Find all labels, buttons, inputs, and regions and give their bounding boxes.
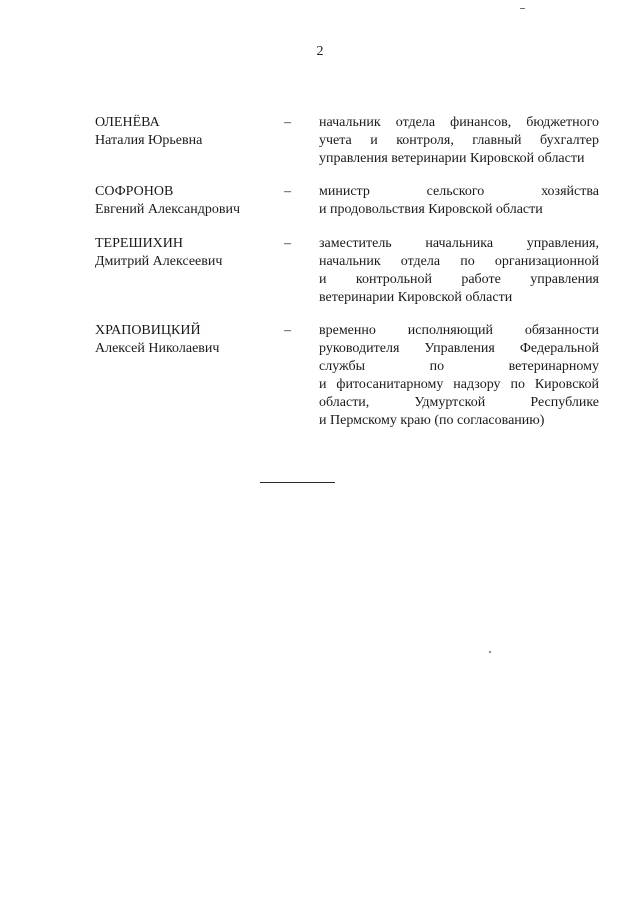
- role-line: заместитель начальника управления,: [319, 236, 599, 251]
- role-line: службы по ветеринарному: [319, 359, 599, 374]
- member-given-names: Наталия Юрьевна: [95, 133, 203, 148]
- member-surname: ХРАПОВИЦКИЙ: [95, 323, 201, 338]
- role-line: учета и контроля, главный бухгалтер: [319, 133, 599, 148]
- member-name: [95, 183, 280, 219]
- member-given-names: Дмитрий Алексеевич: [95, 254, 223, 269]
- separator-dash: –: [284, 184, 291, 199]
- separator-dash: –: [284, 236, 291, 251]
- member-role: [319, 235, 599, 307]
- member-surname: ОЛЕНЁВА: [95, 115, 160, 130]
- role-line: начальник отдела по организационной: [319, 254, 599, 269]
- member-role: [319, 114, 599, 168]
- separator-dash: –: [284, 115, 291, 130]
- member-surname: ТЕРЕШИХИН: [95, 236, 184, 251]
- role-line: ветеринарии Кировской области: [319, 290, 513, 305]
- member-given-names: Евгений Александрович: [95, 202, 241, 217]
- role-line: начальник отдела финансов, бюджетного: [319, 115, 599, 130]
- role-line: и Пермскому краю (по согласованию): [319, 413, 545, 428]
- scan-speck: [520, 8, 525, 9]
- role-line: руководителя Управления Федеральной: [319, 341, 599, 356]
- scan-speck: [489, 651, 491, 653]
- member-name: [95, 235, 280, 271]
- role-line: и продовольствия Кировской области: [319, 202, 543, 217]
- role-line: области, Удмуртской Республике: [319, 395, 599, 410]
- role-line: управления ветеринарии Кировской области: [319, 151, 585, 166]
- member-role: [319, 322, 599, 430]
- member-surname: СОФРОНОВ: [95, 184, 174, 199]
- member-given-names: Алексей Николаевич: [95, 341, 220, 356]
- end-of-list-rule: [260, 482, 335, 483]
- separator-dash: –: [284, 323, 291, 338]
- member-role: [319, 183, 599, 219]
- role-line: и контрольной работе управления: [319, 272, 599, 287]
- member-name: [95, 114, 280, 150]
- role-line: министр сельского хозяйства: [319, 184, 599, 199]
- role-line: и фитосанитарному надзору по Кировской: [319, 377, 599, 392]
- page-number: 2: [316, 44, 324, 59]
- member-name: [95, 322, 280, 358]
- role-line: временно исполняющий обязанности: [319, 323, 599, 338]
